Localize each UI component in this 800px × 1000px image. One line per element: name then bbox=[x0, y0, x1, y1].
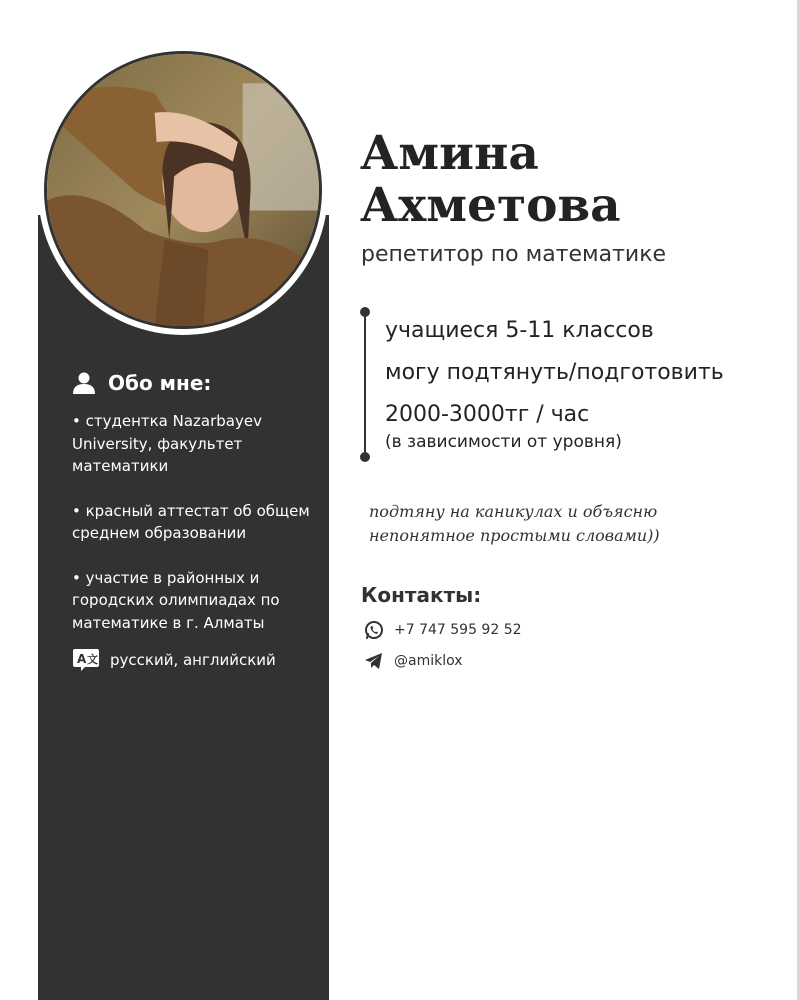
profile-photo bbox=[44, 51, 322, 329]
divider-dot bbox=[360, 452, 370, 462]
quote-text: подтяну на каникулах и объясню непонятное простыми словами)) bbox=[369, 502, 660, 545]
full-name bbox=[360, 128, 621, 232]
about-item: • студентка Nazarbayev University, факультет математики bbox=[72, 412, 262, 475]
contact-phone[interactable] bbox=[364, 620, 522, 640]
fact-price-note: (в зависимости от уровня) bbox=[385, 432, 622, 452]
languages-text: русский, английский bbox=[110, 651, 276, 669]
svg-text:文: 文 bbox=[87, 653, 98, 666]
about-heading bbox=[72, 371, 211, 395]
about-item: • участие в районных и городских олимпиадах по математике в г. Алматы bbox=[72, 568, 280, 632]
phone-number[interactable]: +7 747 595 92 52 bbox=[394, 622, 522, 638]
fact-service: могу подтянуть/подготовить bbox=[385, 360, 724, 385]
languages bbox=[72, 648, 276, 672]
divider-dot bbox=[360, 307, 370, 317]
whatsapp-icon bbox=[364, 620, 384, 640]
telegram-icon bbox=[364, 651, 384, 671]
facts-divider bbox=[364, 311, 366, 457]
role-title: репетитор по математике bbox=[361, 242, 667, 267]
user-icon bbox=[72, 372, 96, 394]
first-name: Амина bbox=[360, 126, 539, 181]
contacts-heading: Контакты: bbox=[361, 583, 482, 607]
last-name: Ахметова bbox=[360, 178, 621, 233]
telegram-handle[interactable]: @amiklox bbox=[394, 653, 463, 669]
facts-list bbox=[385, 310, 724, 452]
svg-text:A: A bbox=[77, 652, 87, 666]
fact-students: учащиеся 5-11 классов bbox=[385, 318, 654, 343]
about-item: • красный аттестат об общем среднем образовании bbox=[72, 501, 310, 542]
fact-price: 2000-3000тг / час bbox=[385, 402, 590, 427]
contact-telegram[interactable] bbox=[364, 651, 463, 671]
translate-icon bbox=[72, 648, 100, 672]
about-list bbox=[72, 410, 312, 656]
about-title: Обо мне: bbox=[108, 371, 212, 395]
